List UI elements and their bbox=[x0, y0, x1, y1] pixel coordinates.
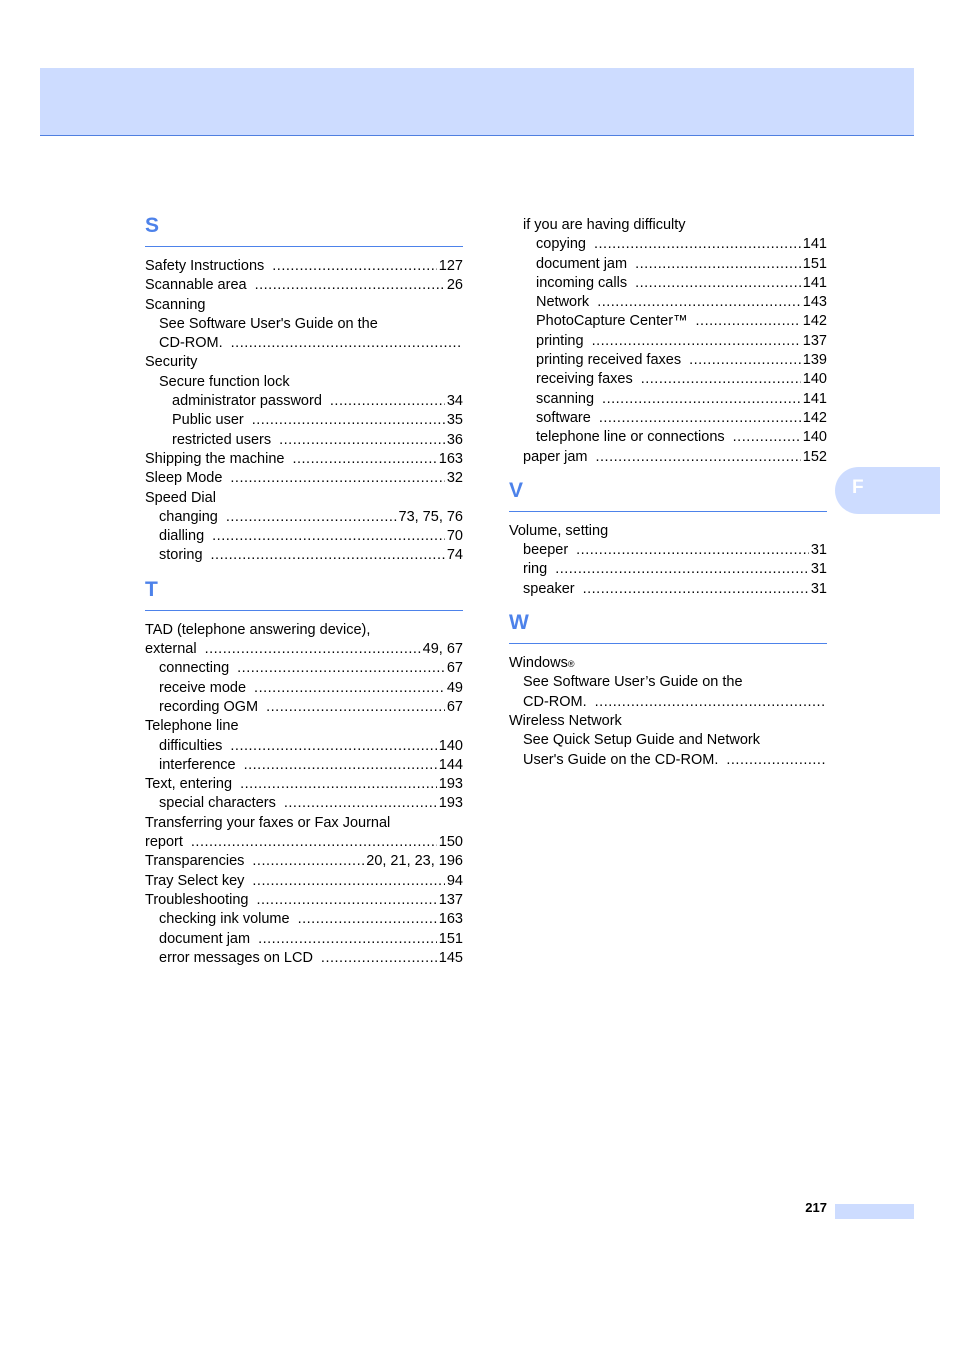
index-entry-page: 140 bbox=[438, 737, 463, 754]
index-entry-text: See Software User's Guide on the bbox=[159, 315, 378, 332]
section-letter: T bbox=[145, 577, 158, 601]
index-entry-page: 151 bbox=[802, 255, 827, 272]
dot-leader bbox=[237, 659, 445, 678]
index-entry-text: See Quick Setup Guide and Network bbox=[523, 732, 760, 749]
index-entry-page: 31 bbox=[810, 561, 827, 578]
dot-leader bbox=[255, 276, 445, 295]
dot-leader bbox=[641, 370, 801, 389]
index-entry bbox=[145, 891, 463, 910]
dot-leader bbox=[321, 949, 437, 968]
index-entry-text: checking ink volume bbox=[159, 911, 290, 928]
dot-leader bbox=[231, 334, 461, 353]
index-entry-text: copying bbox=[536, 236, 586, 253]
index-entry bbox=[145, 315, 463, 334]
dot-leader bbox=[597, 293, 801, 312]
index-entry bbox=[509, 712, 827, 731]
index-entry bbox=[145, 698, 463, 717]
index-entry-page: 140 bbox=[802, 429, 827, 446]
dot-leader bbox=[254, 679, 445, 698]
index-entry-text: See Software User’s Guide on the bbox=[523, 674, 743, 691]
index-entry-text: Scannable area bbox=[145, 277, 247, 294]
index-entry-text: printing received faxes bbox=[536, 352, 682, 369]
index-entry-text: receive mode bbox=[159, 679, 247, 696]
index-entry bbox=[145, 756, 463, 775]
chapter-tab-letter: F bbox=[852, 477, 864, 498]
index-entry-text: connecting bbox=[159, 660, 230, 677]
index-entry-text: Wireless Network bbox=[509, 712, 622, 729]
index-entry bbox=[509, 541, 827, 560]
index-column-right bbox=[509, 216, 827, 770]
section-letter: S bbox=[145, 214, 160, 237]
index-entry bbox=[145, 679, 463, 698]
index-entry-text: Transparencies bbox=[145, 853, 245, 870]
index-entry bbox=[145, 794, 463, 813]
index-entry bbox=[145, 546, 463, 565]
index-entry-page: 152 bbox=[802, 448, 827, 465]
chapter-tab bbox=[835, 467, 940, 514]
index-entry-text: storing bbox=[159, 547, 203, 564]
index-entry-text: software bbox=[536, 409, 591, 426]
index-entry-text: beeper bbox=[523, 542, 569, 559]
index-entry-text: interference bbox=[159, 756, 236, 773]
index-entry bbox=[509, 332, 827, 351]
page-number: 217 bbox=[805, 1200, 827, 1215]
dot-leader bbox=[594, 235, 801, 254]
index-entry-page: 142 bbox=[802, 409, 827, 426]
index-entry-page: 31 bbox=[810, 542, 827, 559]
index-entry bbox=[145, 910, 463, 929]
index-entry bbox=[145, 949, 463, 968]
index-entry-page: 141 bbox=[802, 236, 827, 253]
index-entry-text: printing bbox=[536, 332, 584, 349]
index-entry-text: Scanning bbox=[145, 296, 206, 313]
index-entry-page: 67 bbox=[446, 660, 463, 677]
index-entry bbox=[509, 693, 827, 712]
index-entry-text: Sleep Mode bbox=[145, 470, 223, 487]
dot-leader bbox=[696, 312, 801, 331]
index-entry bbox=[145, 872, 463, 891]
index-entry bbox=[145, 392, 463, 411]
index-entry bbox=[145, 852, 463, 871]
index-entry bbox=[145, 431, 463, 450]
index-entry-page: 137 bbox=[438, 891, 463, 908]
index-entry-text: error messages on LCD bbox=[159, 949, 313, 966]
index-entry-text: Tray Select key bbox=[145, 872, 245, 889]
dot-leader bbox=[240, 775, 437, 794]
footer-bar bbox=[835, 1204, 914, 1219]
section-letter: W bbox=[509, 611, 529, 635]
index-entry bbox=[509, 580, 827, 599]
index-entry-page: 36 bbox=[446, 431, 463, 448]
index-entry-page: 142 bbox=[802, 313, 827, 330]
dot-leader bbox=[726, 751, 825, 770]
index-entry bbox=[509, 673, 827, 692]
index-entry bbox=[145, 930, 463, 949]
header-band bbox=[40, 68, 914, 136]
index-entry bbox=[509, 274, 827, 293]
dot-leader bbox=[230, 469, 444, 488]
index-entry bbox=[145, 373, 463, 392]
index-entry-text: external bbox=[145, 641, 197, 658]
dot-leader bbox=[635, 255, 801, 274]
dot-leader bbox=[292, 450, 436, 469]
index-entry bbox=[145, 814, 463, 833]
index-entry-text: Network bbox=[536, 294, 590, 311]
index-entry bbox=[145, 621, 463, 640]
section-gap bbox=[145, 566, 463, 576]
index-entry-text: TAD (telephone answering device), bbox=[145, 621, 371, 638]
index-entry-text: Safety Instructions bbox=[145, 258, 265, 274]
dot-leader bbox=[279, 431, 445, 450]
index-entry: Windows ® bbox=[509, 654, 827, 673]
dot-leader bbox=[599, 409, 801, 428]
index-entry-text: Volume, setting bbox=[509, 522, 609, 539]
section-letter: V bbox=[509, 478, 524, 502]
index-entry bbox=[145, 527, 463, 546]
index-entry bbox=[509, 731, 827, 750]
section-divider bbox=[145, 610, 463, 611]
index-entry-text: Speed Dial bbox=[145, 489, 216, 506]
index-entry-text: telephone line or connections bbox=[536, 429, 725, 446]
index-entry-text: Secure function lock bbox=[159, 373, 290, 390]
index-entry-page: 26 bbox=[446, 277, 463, 294]
index-entry bbox=[509, 390, 827, 409]
index-entry-text: Troubleshooting bbox=[145, 891, 249, 908]
index-entry-text: incoming calls bbox=[536, 274, 628, 291]
index-entry-text: report bbox=[145, 834, 183, 851]
index-entry-text: Windows bbox=[509, 655, 568, 672]
index-entry-page: 49 bbox=[446, 679, 463, 696]
index-entry-page: 140 bbox=[802, 371, 827, 388]
index-entry bbox=[509, 370, 827, 389]
index-entry-text: special characters bbox=[159, 795, 276, 812]
index-entry-page: 193 bbox=[438, 776, 463, 793]
index-entry bbox=[509, 751, 827, 770]
index-entry-text: PhotoCapture Center™ bbox=[536, 313, 688, 330]
index-entry bbox=[145, 737, 463, 756]
index-entry-page: 141 bbox=[802, 274, 827, 291]
dot-leader bbox=[230, 737, 436, 756]
index-entry bbox=[509, 293, 827, 312]
index-entry-text: ring bbox=[523, 561, 548, 578]
dot-leader bbox=[635, 274, 801, 293]
index-entry-text: recording OGM bbox=[159, 698, 259, 715]
index-entry-text: Text, entering bbox=[145, 776, 233, 793]
index-entry bbox=[509, 522, 827, 541]
dot-leader bbox=[252, 411, 445, 430]
dot-leader bbox=[205, 640, 421, 659]
index-entry-page: 193 bbox=[438, 795, 463, 812]
index-entry bbox=[145, 334, 463, 353]
dot-leader bbox=[258, 930, 437, 949]
index-entry-page: 144 bbox=[438, 756, 463, 773]
index-entry-text: Transferring your faxes or Fax Journal bbox=[145, 814, 391, 831]
index-entry-page: 31 bbox=[810, 580, 827, 597]
index-entry bbox=[145, 659, 463, 678]
index-entry-text: difficulties bbox=[159, 737, 223, 754]
dot-leader bbox=[689, 351, 801, 370]
index-entry-page: 127 bbox=[438, 258, 463, 274]
dot-leader bbox=[266, 698, 445, 717]
index-entry bbox=[509, 428, 827, 447]
dot-leader bbox=[256, 891, 436, 910]
index-entry bbox=[509, 448, 827, 467]
section-gap bbox=[509, 467, 827, 477]
index-entry-text: Telephone line bbox=[145, 718, 239, 735]
index-entry-page: 150 bbox=[438, 834, 463, 851]
dot-leader bbox=[595, 693, 825, 712]
dot-leader bbox=[330, 392, 445, 411]
index-entry-text: Shipping the machine bbox=[145, 450, 285, 467]
index-entry bbox=[145, 276, 463, 295]
index-entry bbox=[145, 353, 463, 372]
index-entry bbox=[145, 469, 463, 488]
index-entry bbox=[145, 775, 463, 794]
section-gap bbox=[509, 599, 827, 609]
dot-leader bbox=[252, 852, 364, 871]
index-entry-page: 74 bbox=[446, 547, 463, 564]
index-entry-text: scanning bbox=[536, 390, 595, 407]
index-entry-page: 32 bbox=[446, 470, 463, 487]
index-entry bbox=[145, 489, 463, 508]
index-entry-text: document jam bbox=[159, 930, 251, 947]
index-entry bbox=[509, 312, 827, 331]
dot-leader bbox=[226, 508, 397, 527]
index-entry-text: changing bbox=[159, 508, 218, 525]
index-entry-text: if you are having difficulty bbox=[523, 217, 686, 233]
index-entry-page: 151 bbox=[438, 930, 463, 947]
dot-leader bbox=[284, 794, 437, 813]
section-divider bbox=[509, 511, 827, 512]
index-entry bbox=[509, 409, 827, 428]
index-entry bbox=[145, 450, 463, 469]
index-entry-page: 20, 21, 23, 196 bbox=[366, 853, 463, 870]
index-entry-text: CD-ROM. bbox=[159, 335, 223, 352]
index-entry-text: administrator password bbox=[172, 393, 322, 410]
dot-leader bbox=[272, 257, 437, 276]
index-entry bbox=[145, 508, 463, 527]
dot-leader bbox=[733, 428, 801, 447]
index-entry-page: 139 bbox=[802, 352, 827, 369]
index-entry-page: 34 bbox=[446, 393, 463, 410]
index-entry-page: 141 bbox=[802, 390, 827, 407]
index-entry-text: speaker bbox=[523, 580, 575, 597]
index-entry bbox=[509, 235, 827, 254]
dot-leader bbox=[555, 560, 809, 579]
index-entry bbox=[145, 640, 463, 659]
index-entry-text: Security bbox=[145, 354, 198, 371]
index-entry-page: 163 bbox=[438, 450, 463, 467]
section-divider bbox=[509, 643, 827, 644]
index-entry bbox=[509, 255, 827, 274]
index-entry bbox=[509, 216, 827, 235]
index-entry bbox=[145, 296, 463, 315]
dot-leader bbox=[211, 546, 445, 565]
index-entry-page: 143 bbox=[802, 294, 827, 311]
index-entry-text: receiving faxes bbox=[536, 371, 633, 388]
dot-leader bbox=[602, 390, 801, 409]
index-entry-text: Public user bbox=[172, 412, 244, 429]
dot-leader bbox=[583, 580, 809, 599]
index-entry-text: User's Guide on the CD-ROM. bbox=[523, 751, 719, 768]
index-entry-page: 70 bbox=[446, 528, 463, 545]
index-entry-page: 145 bbox=[438, 949, 463, 966]
index-entry-text: restricted users bbox=[172, 431, 272, 448]
index-entry bbox=[509, 351, 827, 370]
index-entry-text: document jam bbox=[536, 255, 628, 272]
index-entry-page: 137 bbox=[802, 332, 827, 349]
index-entry-page: 163 bbox=[438, 911, 463, 928]
dot-leader bbox=[576, 541, 809, 560]
index-entry bbox=[145, 717, 463, 736]
index-entry-text: CD-ROM. bbox=[523, 693, 587, 710]
dot-leader bbox=[212, 527, 445, 546]
index-entry-page: 73, 75, 76 bbox=[398, 508, 463, 525]
index-entry-text: paper jam bbox=[523, 448, 588, 465]
dot-leader bbox=[298, 910, 437, 929]
index-entry-page: 35 bbox=[446, 412, 463, 429]
index-entry bbox=[145, 257, 463, 276]
index-entry-page: 49, 67 bbox=[422, 641, 463, 658]
dot-leader bbox=[595, 448, 800, 467]
dot-leader bbox=[592, 332, 801, 351]
index-entry-text: dialling bbox=[159, 528, 205, 545]
index-entry bbox=[509, 560, 827, 579]
section-divider bbox=[145, 246, 463, 247]
index-entry-page: 94 bbox=[446, 872, 463, 889]
index-column-left bbox=[145, 212, 463, 968]
dot-leader bbox=[252, 872, 444, 891]
index-entry bbox=[145, 411, 463, 430]
index-entry-page: 67 bbox=[446, 698, 463, 715]
dot-leader bbox=[244, 756, 437, 775]
dot-leader bbox=[191, 833, 437, 852]
index-entry bbox=[145, 833, 463, 852]
